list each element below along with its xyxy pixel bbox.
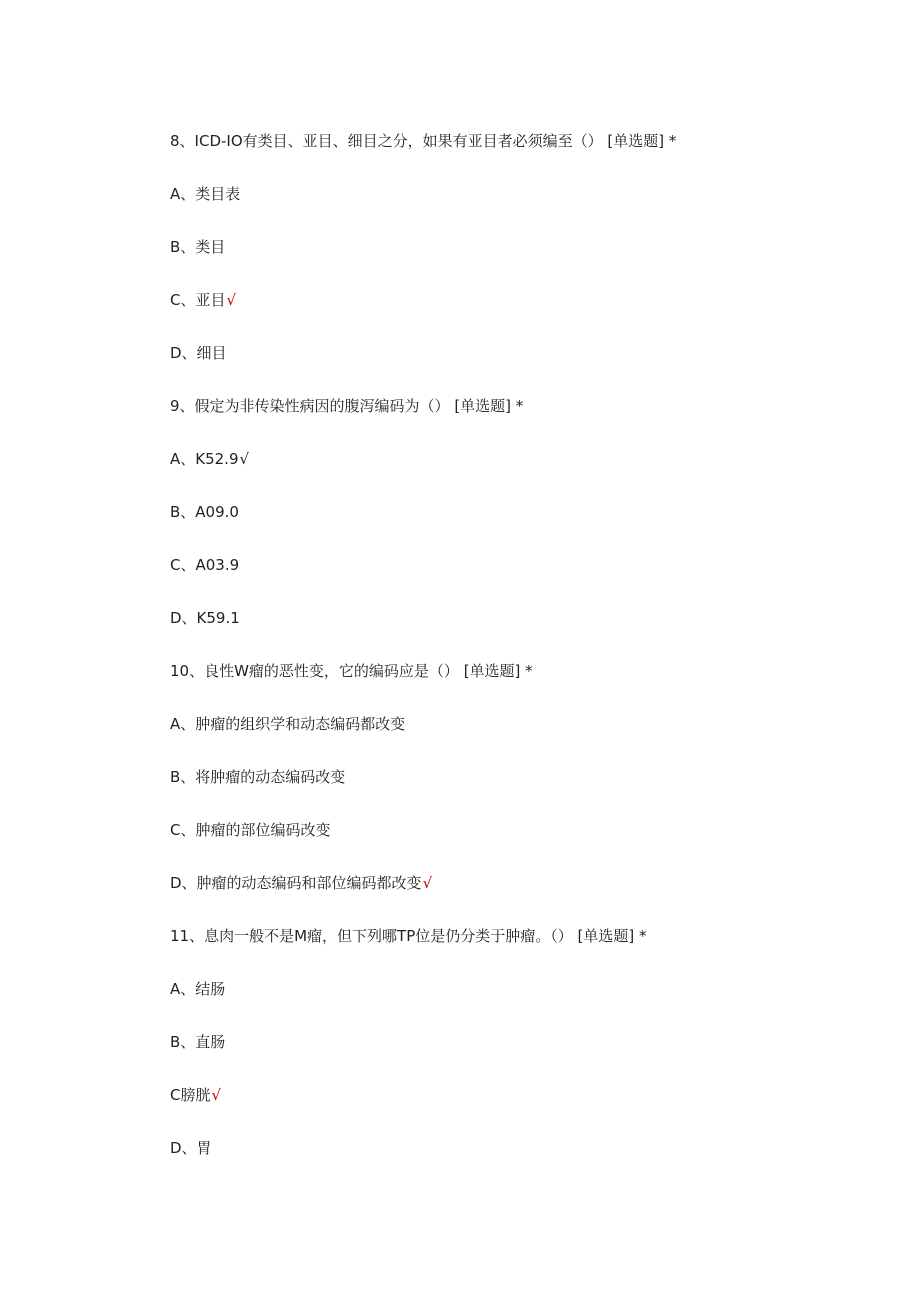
- option-label: A、肿瘤的组织学和动态编码都改变: [170, 715, 406, 733]
- correct-mark: √: [239, 450, 250, 468]
- option-9-a[interactable]: [170, 446, 870, 499]
- option-9-d[interactable]: [170, 605, 870, 658]
- option-label: B、A09.0: [170, 503, 239, 521]
- option-label: C膀胱: [170, 1086, 211, 1104]
- option-11-b[interactable]: [170, 1029, 870, 1082]
- option-label: A、K52.9: [170, 450, 239, 468]
- question-9-text: 9、假定为非传染性病因的腹泻编码为（） [单选题] *: [170, 397, 524, 415]
- option-9-c[interactable]: [170, 552, 870, 605]
- option-11-a[interactable]: [170, 976, 870, 1029]
- option-11-d[interactable]: [170, 1135, 870, 1188]
- question-11-text: 11、息肉一般不是M瘤，但下列哪TP位是仍分类于肿瘤。（） [单选题] *: [170, 927, 647, 945]
- option-label: D、K59.1: [170, 609, 240, 627]
- option-8-c[interactable]: [170, 287, 870, 340]
- option-label: D、肿瘤的动态编码和部位编码都改变: [170, 874, 422, 892]
- question-8-text: 8、ICD-IO有类目、亚目、细目之分，如果有亚目者必须编至（） [单选题] *: [170, 132, 677, 150]
- option-10-c[interactable]: [170, 817, 870, 870]
- option-label: C、A03.9: [170, 556, 240, 574]
- correct-mark: √: [226, 291, 237, 309]
- option-label: A、类目表: [170, 185, 241, 203]
- option-8-b[interactable]: [170, 234, 870, 287]
- option-8-d[interactable]: [170, 340, 870, 393]
- option-8-a[interactable]: [170, 181, 870, 234]
- option-10-d[interactable]: [170, 870, 870, 923]
- option-label: C、肿瘤的部位编码改变: [170, 821, 331, 839]
- option-11-c[interactable]: [170, 1082, 870, 1135]
- option-label: B、直肠: [170, 1033, 226, 1051]
- option-9-b[interactable]: [170, 499, 870, 552]
- correct-mark: √: [211, 1086, 222, 1104]
- question-10-text: 10、良性W瘤的恶性变，它的编码应是（） [单选题] *: [170, 662, 533, 680]
- option-label: B、类目: [170, 238, 226, 256]
- option-10-b[interactable]: [170, 764, 870, 817]
- option-label: D、细目: [170, 344, 227, 362]
- option-label: A、结肠: [170, 980, 226, 998]
- option-label: C、亚目: [170, 291, 226, 309]
- option-label: D、胃: [170, 1139, 212, 1157]
- question-list: [170, 128, 870, 1188]
- correct-mark: √: [422, 874, 433, 892]
- option-label: B、将肿瘤的动态编码改变: [170, 768, 346, 786]
- option-10-a[interactable]: [170, 711, 870, 764]
